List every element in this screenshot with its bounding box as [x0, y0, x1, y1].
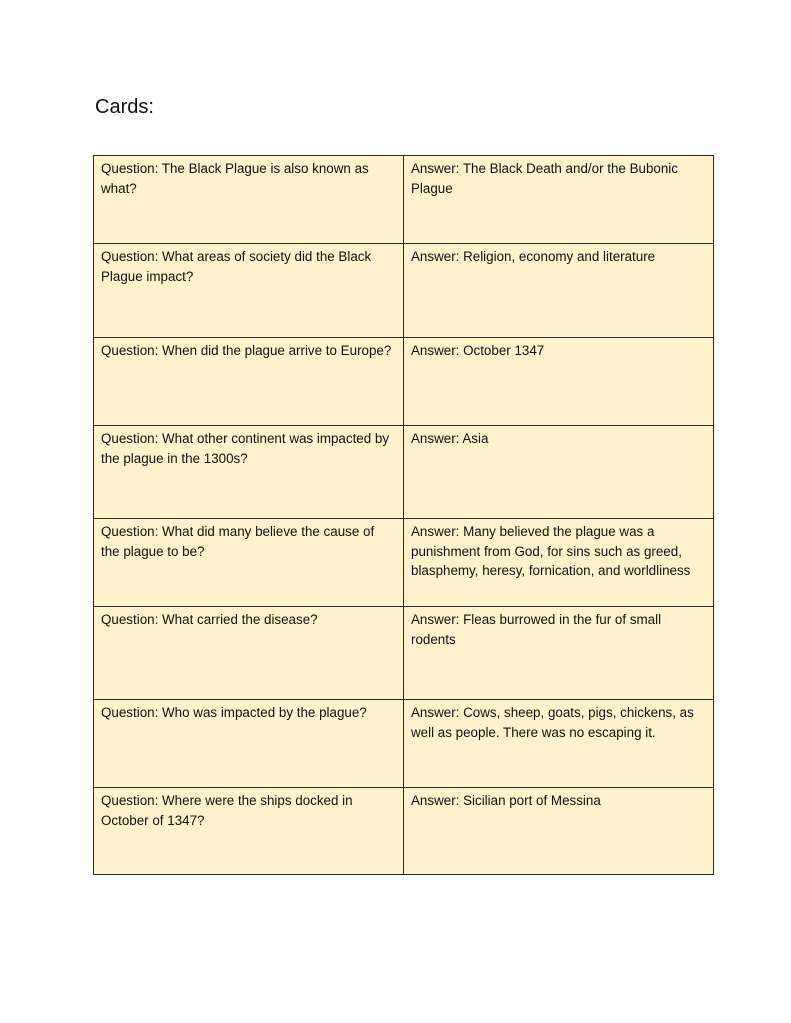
card-row: [94, 244, 714, 338]
answer-cell: Answer: Cows, sheep, goats, pigs, chickens, as well as people. There was no escaping it.: [404, 700, 714, 788]
card-row: [94, 788, 714, 875]
card-row: [94, 338, 714, 426]
question-cell: Question: What areas of society did the Black Plague impact?: [94, 244, 404, 338]
card-row: [94, 519, 714, 607]
card-row: [94, 426, 714, 519]
question-cell: Question: Who was impacted by the plague?: [94, 700, 404, 788]
answer-cell: Answer: Sicilian port of Messina: [404, 788, 714, 875]
card-row: [94, 700, 714, 788]
cards-table: [93, 155, 714, 875]
answer-cell: Answer: Many believed the plague was a punishment from God, for sins such as greed, blasphemy, heresy, fornication, and worldliness: [404, 519, 714, 607]
question-cell: Question: What carried the disease?: [94, 607, 404, 700]
question-cell: Question: When did the plague arrive to Europe?: [94, 338, 404, 426]
answer-cell: Answer: October 1347: [404, 338, 714, 426]
card-row: [94, 156, 714, 244]
question-cell: Question: The Black Plague is also known as what?: [94, 156, 404, 244]
page-heading: Cards:: [95, 96, 154, 118]
card-row: [94, 607, 714, 700]
question-cell: Question: Where were the ships docked in October of 1347?: [94, 788, 404, 875]
question-cell: Question: What did many believe the cause of the plague to be?: [94, 519, 404, 607]
question-cell: Question: What other continent was impacted by the plague in the 1300s?: [94, 426, 404, 519]
answer-cell: Answer: Asia: [404, 426, 714, 519]
answer-cell: Answer: Fleas burrowed in the fur of small rodents: [404, 607, 714, 700]
answer-cell: Answer: Religion, economy and literature: [404, 244, 714, 338]
answer-cell: Answer: The Black Death and/or the Bubonic Plague: [404, 156, 714, 244]
